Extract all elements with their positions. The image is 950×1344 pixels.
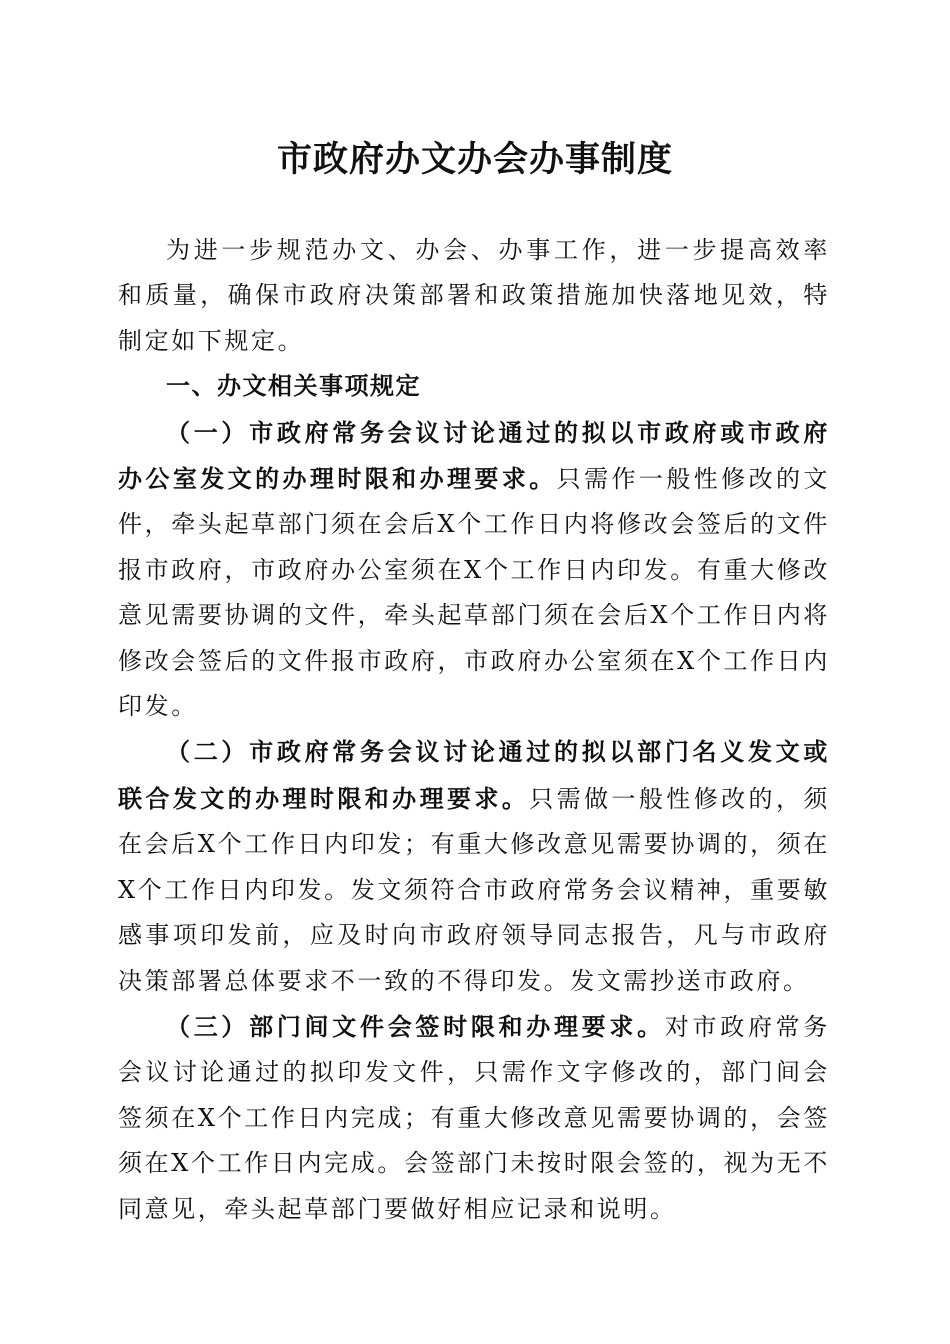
item-lead-3: （三）部门间文件会签时限和办理要求。	[166, 1011, 665, 1041]
item-lead-1: （一）市政府常务会议讨论通过的拟以市政府或市政府办公室发文的办理时限和办理要求。	[118, 417, 830, 494]
item-text-2: 只需做一般性修改的，须在会后X个工作日内印发；有重大修改意见需要协调的，须在X个工作日内印发。发文须符合市政府常务会议精神，重要敏感事项印发前，应及时向市政府领导同志报告，凡与市政府决策部署总体要求不一致的不得印发。发文需抄送市政府。	[118, 784, 830, 995]
section-heading: 一、办文相关事项规定	[166, 372, 421, 401]
item-paragraph-2	[118, 729, 830, 1003]
intro-paragraph: 为进一步规范办文、办会、办事工作，进一步提高效率和质量，确保市政府决策部署和政策措施加快落地见效，特制定如下规定。	[118, 236, 830, 355]
item-paragraph-3	[118, 1004, 830, 1232]
document-title: 市政府办文办会办事制度	[276, 139, 673, 180]
item-text-1: 只需作一般性修改的文件，牵头起草部门须在会后X个工作日内将修改会签后的文件报市政府，市政府办公室须在X个工作日内印发。有重大修改意见需要协调的文件，牵头起草部门须在会后X个工作日内将修改会签后的文件报市政府，市政府办公室须在X个工作日内印发。	[118, 465, 830, 721]
item-paragraph-1	[118, 410, 830, 730]
item-lead-2: （二）市政府常务会议讨论通过的拟以部门名义发文或联合发文的办理时限和办理要求。	[118, 737, 830, 813]
document-body	[118, 228, 830, 1232]
item-text-3: 对市政府常务会议讨论通过的拟印发文件，只需作文字修改的，部门间会签须在X个工作日内完成；有重大修改意见需要协调的，会签须在X个工作日内完成。会签部门未按时限会签的，视为无不同意见，牵头起草部门要做好相应记录和说明。	[118, 1012, 830, 1223]
